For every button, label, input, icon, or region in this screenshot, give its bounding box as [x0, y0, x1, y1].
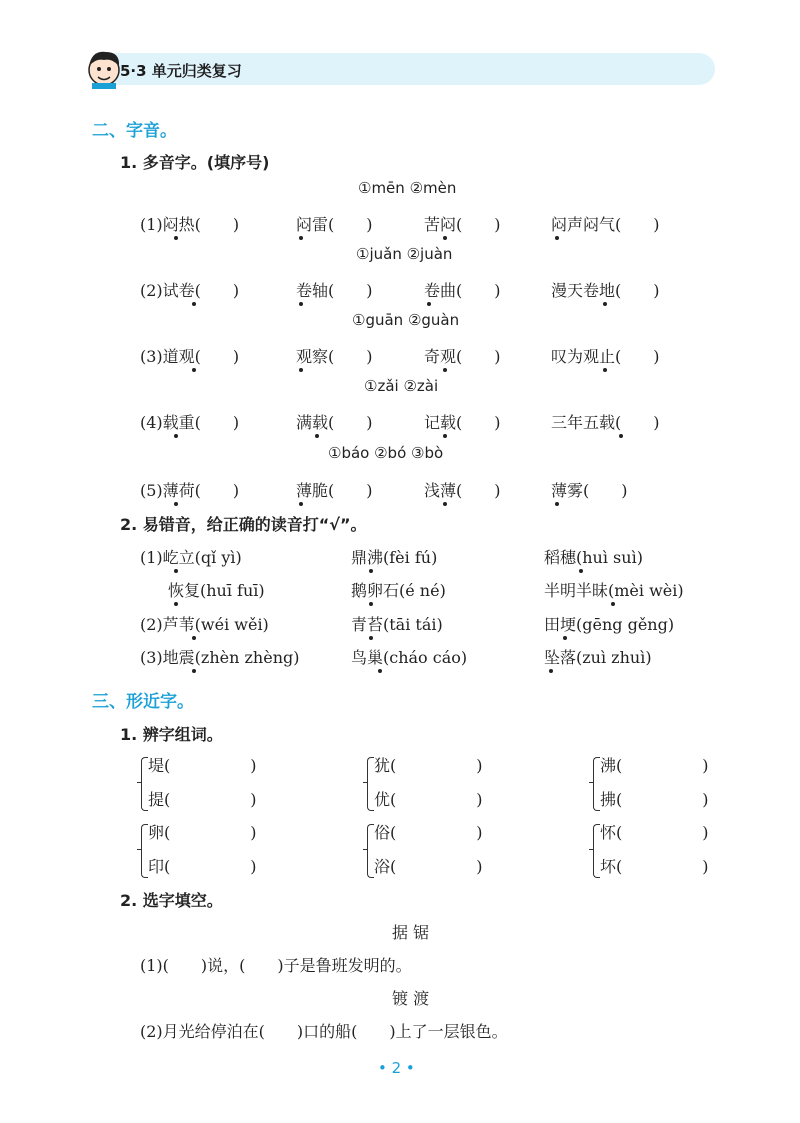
polyphone-item: 三年五载( ) — [551, 413, 660, 432]
brace-icon — [593, 824, 600, 878]
word-item: 印( ) — [148, 857, 257, 876]
polyphone-item: 薄雾( ) — [551, 481, 628, 500]
header-title: 5·3 单元归类复习 — [120, 62, 242, 80]
section-2-title: 二、字音。 — [92, 121, 177, 141]
pronunciation-item: 恢复(huī fuī) — [168, 581, 265, 600]
word-item: 堤( ) — [148, 756, 257, 775]
word-item: 沸( ) — [600, 756, 709, 775]
pronunciation-item: (3)地震(zhèn zhèng) — [140, 648, 300, 667]
word-item: 优( ) — [374, 790, 483, 809]
polyphone-item: (1)闷热( ) — [140, 215, 240, 234]
pronunciation-item: 鼎沸(fèi fú) — [351, 548, 438, 567]
pronunciation-item: 稻穗(huì suì) — [544, 548, 643, 567]
s3-q1-title: 1. 辨字组词。 — [120, 725, 223, 744]
polyphone-item: (5)薄荷( ) — [140, 481, 240, 500]
polyphone-item: 观察( ) — [296, 347, 373, 366]
word-item: 浴( ) — [374, 857, 483, 876]
polyphone-item: 浅薄( ) — [424, 481, 501, 500]
polyphone-item: 叹为观止( ) — [551, 347, 660, 366]
polyphone-item: 漫天卷地( ) — [551, 281, 660, 300]
word-item: 坏( ) — [600, 857, 709, 876]
brace-icon — [593, 757, 600, 811]
polyphone-item: 苦闷( ) — [424, 215, 501, 234]
fill-sentence: (2)月光给停泊在( )口的船( )上了一层银色。 — [140, 1022, 508, 1041]
char-choices: 镀 渡 — [392, 989, 430, 1008]
polyphone-item: (4)载重( ) — [140, 413, 240, 432]
pronunciation-item: 鹅卵石(é né) — [351, 581, 446, 600]
pronunciation-item: 半明半昧(mèi wèi) — [544, 581, 684, 600]
pronunciation-item: (1)屹立(qǐ yì) — [140, 548, 242, 567]
brace-icon — [367, 824, 374, 878]
q2-title: 2. 易错音，给正确的读音打“√”。 — [120, 515, 367, 534]
polyphone-item: 记载( ) — [424, 413, 501, 432]
page-number: • 2 • — [378, 1059, 415, 1077]
q1-title: 1. 多音字。(填序号) — [120, 153, 270, 172]
pronunciation-item: 鸟巢(cháo cáo) — [351, 648, 468, 667]
pronunciation-item: 田埂(gēng gěng) — [544, 615, 675, 634]
s3-q2-title: 2. 选字填空。 — [120, 891, 223, 910]
polyphone-item: (2)试卷( ) — [140, 281, 240, 300]
word-item: 拂( ) — [600, 790, 709, 809]
pinyin-options: ①mēn ②mèn — [358, 179, 457, 197]
pinyin-options: ①juǎn ②juàn — [356, 245, 453, 263]
brace-icon — [141, 757, 148, 811]
section-3-title: 三、形近字。 — [92, 692, 194, 712]
fill-sentence: (1)( )说，( )子是鲁班发明的。 — [140, 956, 412, 975]
word-item: 提( ) — [148, 790, 257, 809]
word-item: 卵( ) — [148, 823, 257, 842]
polyphone-item: 卷轴( ) — [296, 281, 373, 300]
polyphone-item: (3)道观( ) — [140, 347, 240, 366]
polyphone-item: 薄脆( ) — [296, 481, 373, 500]
pronunciation-item: (2)芦苇(wéi wěi) — [140, 615, 269, 634]
brace-icon — [141, 824, 148, 878]
pinyin-options: ①guān ②guàn — [352, 311, 460, 329]
polyphone-item: 卷曲( ) — [424, 281, 501, 300]
word-item: 犹( ) — [374, 756, 483, 775]
pronunciation-item: 坠落(zuì zhuì) — [544, 648, 652, 667]
word-item: 俗( ) — [374, 823, 483, 842]
brace-icon — [367, 757, 374, 811]
pinyin-options: ①zǎi ②zài — [364, 377, 439, 395]
polyphone-item: 闷雷( ) — [296, 215, 373, 234]
pronunciation-item: 青苔(tāi tái) — [351, 615, 443, 634]
polyphone-item: 闷声闷气( ) — [551, 215, 660, 234]
word-item: 怀( ) — [600, 823, 709, 842]
polyphone-item: 奇观( ) — [424, 347, 501, 366]
polyphone-item: 满载( ) — [296, 413, 373, 432]
char-choices: 据 锯 — [392, 923, 430, 942]
pinyin-options: ①báo ②bó ③bò — [328, 444, 444, 462]
